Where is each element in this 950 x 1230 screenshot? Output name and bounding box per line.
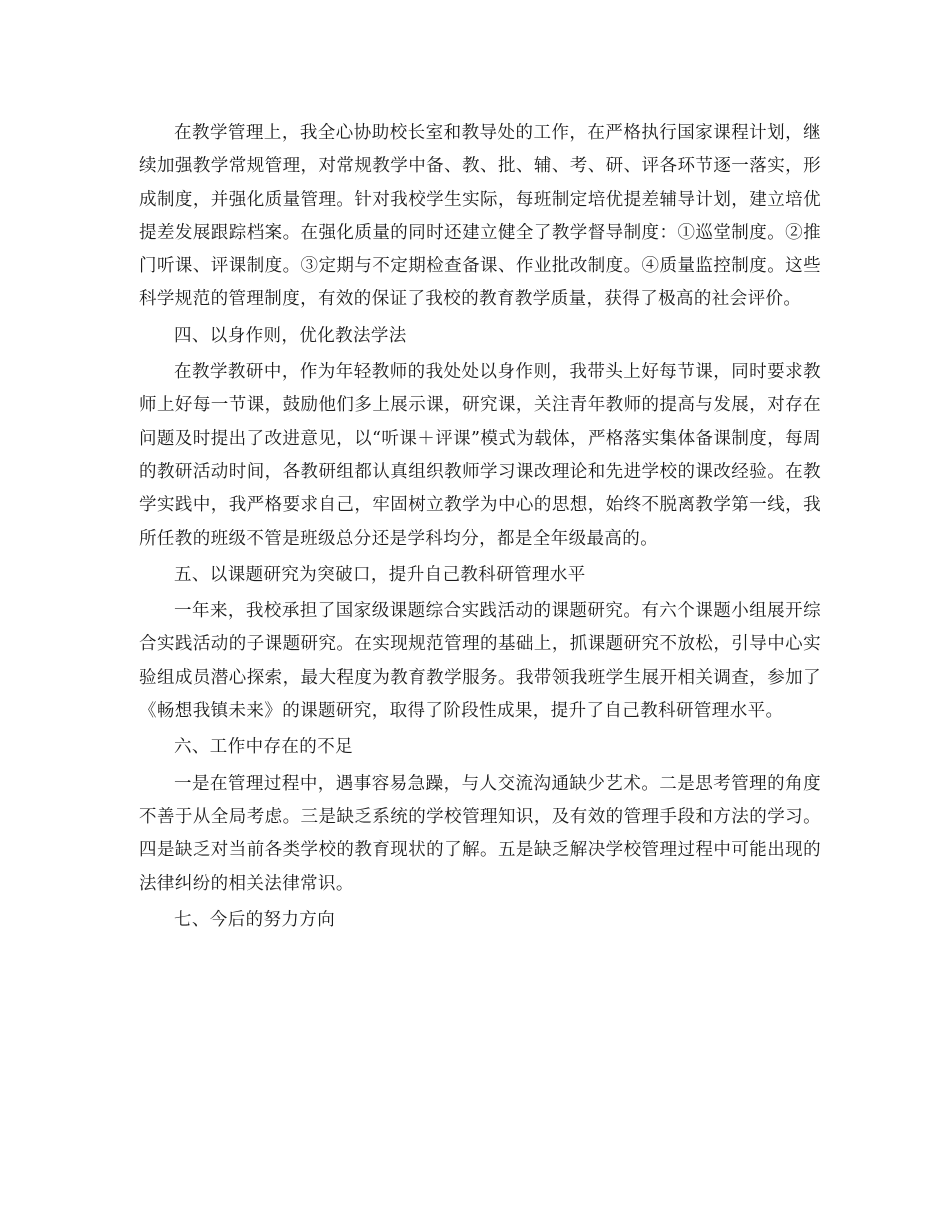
section-heading-6: 六、工作中存在的不足 [174, 737, 353, 758]
paragraph-shortcomings: 一是在管理过程中，遇事容易急躁，与人交流沟通缺少艺术。二是思考管理的角度不善于从全局考虑。三是缺乏系统的学校管理知识，及有效的管理手段和方法的学习。四是缺乏对当前各类学校的教育现状的了解。五是缺乏解决学校管理过程中可能出现的法律纠纷的相关法律常识。 [139, 773, 821, 894]
section-heading-7: 七、今后的努力方向 [174, 909, 336, 930]
section-heading-4: 四、以身作则，优化教法学法 [174, 325, 407, 346]
section-heading-5: 五、以课题研究为突破口，提升自己教科研管理水平 [174, 564, 586, 585]
document-body [139, 117, 821, 937]
paragraph-teaching-research: 在教学教研中，作为年轻教师的我处处以身作则，我带头上好每节课，同时要求教师上好每一节课，鼓励他们多上展示课，研究课，关注青年教师的提高与发展，对存在问题及时提出了改进意见，以“听课＋评课”模式为载体，严格落实集体备课制度，每周的教研活动时间，各教研组都认真组织教师学习课改理论和先进学校的课改经验。在教学实践中，我严格要求自己，牢固树立教学为中心的思想，始终不脱离教学第一线，我所任教的班级不管是班级总分还是学科均分，都是全年级最高的。 [139, 362, 821, 549]
paragraph-project-research: 一年来，我校承担了国家级课题综合实践活动的课题研究。有六个课题小组展开综合实践活动的子课题研究。在实现规范管理的基础上，抓课题研究不放松，引导中心实验组成员潜心探索，最大程度为教育教学服务。我带领我班学生展开相关调查，参加了《畅想我镇未来》的课题研究，取得了阶段性成果，提升了自己教科研管理水平。 [139, 601, 821, 722]
paragraph-teaching-management: 在教学管理上，我全心协助校长室和教导处的工作，在严格执行国家课程计划，继续加强教学常规管理，对常规教学中备、教、批、辅、考、研、评各环节逐一落实，形成制度，并强化质量管理。针对我校学生实际，每班制定培优提差辅导计划，建立培优提差发展跟踪档案。在强化质量的同时还建立健全了教学督导制度：①巡堂制度。②推门听课、评课制度。③定期与不定期检查备课、作业批改制度。④质量监控制度。这些科学规范的管理制度，有效的保证了我校的教育教学质量，获得了极高的社会评价。 [139, 123, 821, 310]
